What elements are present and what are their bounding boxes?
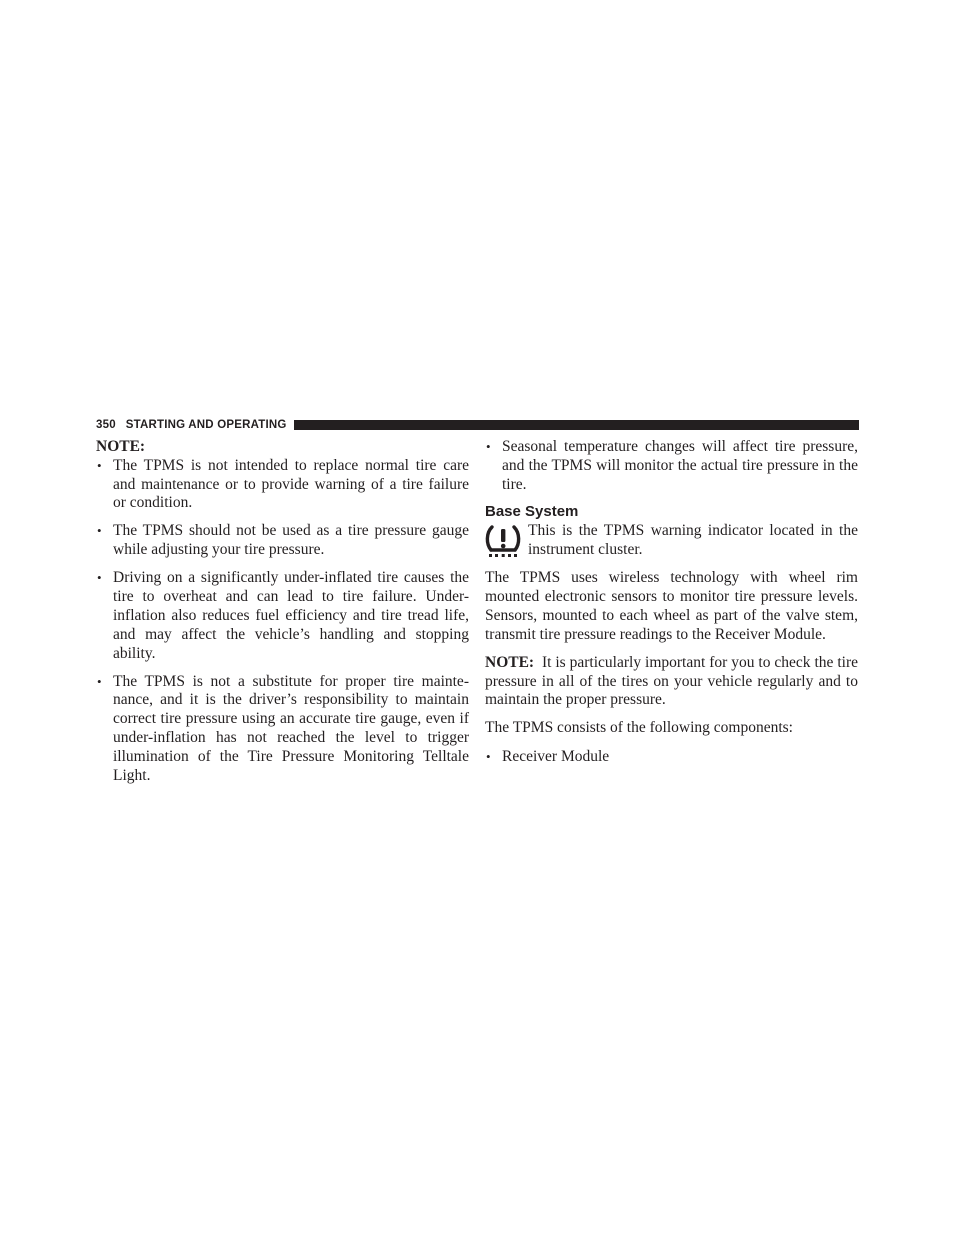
page-header [96,417,859,433]
right-column [485,438,858,766]
indicator-caption: This is the TPMS warning indicator located in the instrument cluster. [528,522,858,559]
section-title: STARTING AND OPERATING [125,419,287,431]
page-number: 350 [96,419,116,431]
bullet-text: Receiver Module [502,747,610,765]
bullet-icon: • [486,748,491,764]
list-item [96,673,469,786]
list-item [96,522,469,560]
left-column [96,438,469,795]
note-label: NOTE: [485,653,535,671]
indicator-description [485,522,858,560]
list-item [485,748,858,767]
bullet-icon: • [97,523,102,539]
section-heading: Base System [485,503,579,521]
components-list [485,748,858,767]
list-item [96,457,469,513]
note-text: It is particularly important for you to check the tire pressure in all of the tires on your vehicle regularly and to maintain the proper pressure. [485,653,859,709]
bullet-icon: • [97,457,102,473]
note-paragraph [485,654,858,710]
bullet-icon: • [97,570,102,586]
bullet-text: Driving on a significantly under-inflated tire causes the tire to overheat and can lead to tire failure. Under-inflation also reduces fuel efficiency and tire tread life, and may affect the vehicle’s handling and stopping ability. [113,569,469,662]
list-item [485,438,858,494]
header-rule [294,420,859,430]
bullet-text: The TPMS is not a substitute for proper tire maintenance, and it is the driver’s responsibility to maintain correct tire pressure using an accurate tire gauge, even if under-inflation has not reached the level to trigger illumination of the Tire Pressure Monitoring Telltale Light. [113,672,469,784]
note-label: NOTE: [96,438,146,455]
bullet-text: The TPMS should not be used as a tire pressure gauge while adjusting your tire pressure. [113,522,469,559]
bullet-text: The TPMS is not intended to replace normal tire care and maintenance or to provide warning of a tire failure or condition. [113,456,469,512]
list-item [96,569,469,663]
top-bullet-list [485,438,858,494]
note-bullet-list [96,457,469,786]
tpms-warning-icon [485,524,521,558]
components-intro: The TPMS consists of the following components: [485,719,793,737]
bullet-text: Seasonal temperature changes will affect tire pressure, and the TPMS will monitor the actual tire pressure in the tire. [502,438,858,493]
bullet-icon: • [97,673,102,689]
bullet-icon: • [486,439,491,454]
tpms-description: The TPMS uses wireless technology with wheel rim mounted electronic sensors to monitor tire pressure levels. Sensors, mounted to each wheel as part of the valve stem, transmit tire pressure readings to the Receiver Module. [485,569,858,643]
